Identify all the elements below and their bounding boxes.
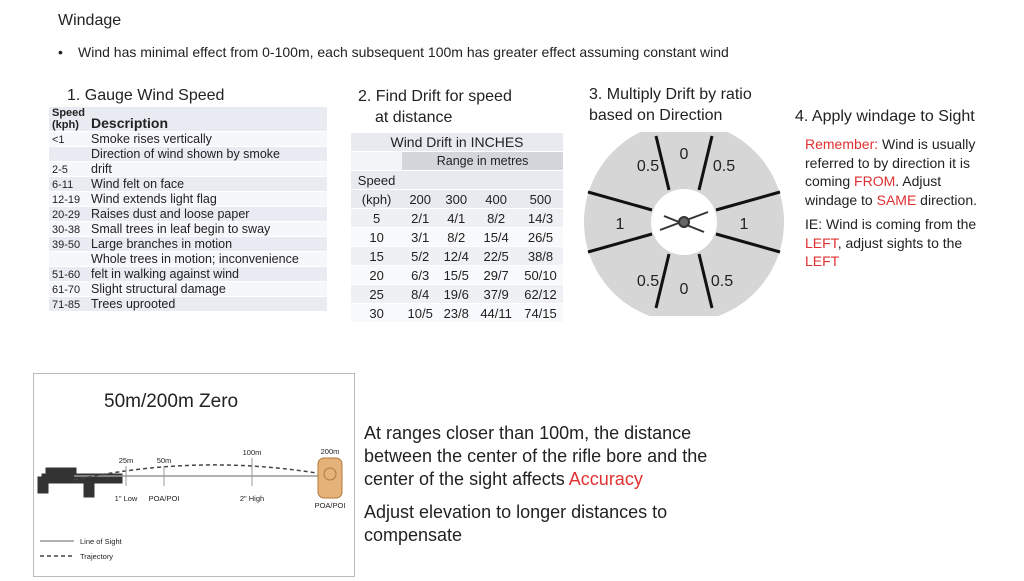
table-row: 51-60 felt in walking against wind <box>49 267 327 282</box>
drift-table-title: Wind Drift in INCHES <box>351 133 563 152</box>
table-row: 5 2/1 4/1 8/2 14/3 <box>351 209 563 228</box>
distance-25m: 25m <box>118 456 134 465</box>
zero-diagram-title: 50m/200m Zero <box>104 391 239 412</box>
bullet-dot: • <box>58 44 63 60</box>
drift-range-row <box>351 152 563 171</box>
wind-header-speed: Speed (kph) <box>49 107 88 132</box>
table-row: 39-50 Large branches in motion <box>49 237 327 252</box>
drift-range-label: Range in metres <box>402 152 563 171</box>
intro-bullet-text: Wind has minimal effect from 0-100m, each subsequent 100m has greater effect assuming constant wind <box>78 44 729 60</box>
table-row: 30 10/5 23/8 44/11 74/15 <box>351 304 563 323</box>
label-poa-poi-2: POA/POI <box>314 501 346 510</box>
distance-50m: 50m <box>156 456 172 465</box>
step-4-heading: 4. Apply windage to Sight <box>795 108 975 125</box>
dial-label-right: 1 <box>739 216 749 233</box>
drift-header-row: Speed <box>351 171 563 190</box>
step-2-line-1: 2. Find Drift for speed <box>358 88 512 105</box>
distance-100m: 100m <box>242 448 262 457</box>
step-2-line-2: at distance <box>375 109 453 126</box>
table-row: 2-5 drift <box>49 162 327 177</box>
wind-table-header <box>49 107 327 132</box>
dial-label-bottom: 0 <box>679 281 689 298</box>
table-row: 10 3/1 8/2 15/4 26/5 <box>351 228 563 247</box>
dial-label-upper-left: 0.5 <box>636 158 660 175</box>
step-3-line-1: 3. Multiply Drift by ratio <box>589 86 752 103</box>
zero-diagram <box>33 373 355 577</box>
wind-drift-table <box>351 133 563 323</box>
elevation-paragraph: Adjust elevation to longer distances to compensate <box>364 502 668 545</box>
example-paragraph: IE: Wind is coming from the LEFT, adjust sights to the LEFT <box>805 216 977 269</box>
target-icon <box>318 458 342 498</box>
table-row: 71-85 Trees uprooted <box>49 297 327 312</box>
label-1-low: 1" Low <box>114 494 138 503</box>
accuracy-paragraph: At ranges closer than 100m, the distance between the center of the rifle bore and the center of the sight affects Accuracy <box>364 423 708 489</box>
dial-label-left: 1 <box>615 216 625 233</box>
drift-table-title-row <box>351 133 563 152</box>
table-row: 30-38 Small trees in leaf begin to sway <box>49 222 327 237</box>
step-3-heading <box>589 84 752 126</box>
table-row: 15 5/2 12/4 22/5 38/8 <box>351 247 563 266</box>
dial-label-lower-right: 0.5 <box>710 273 734 290</box>
distance-200m: 200m <box>320 447 340 456</box>
dial-label-upper-right: 0.5 <box>712 158 736 175</box>
table-row: 25 8/4 19/6 37/9 62/12 <box>351 285 563 304</box>
step-3-line-2: based on Direction <box>589 107 723 124</box>
step-1-heading: 1. Gauge Wind Speed <box>67 87 225 104</box>
wind-speed-table <box>49 107 327 312</box>
table-row: 20 6/3 15/5 29/7 50/10 <box>351 266 563 285</box>
table-row: 20-29 Raises dust and loose paper <box>49 207 327 222</box>
table-row: 61-70 Slight structural damage <box>49 282 327 297</box>
dial-label-lower-left: 0.5 <box>636 273 660 290</box>
legend-line-of-sight: Line of Sight <box>80 537 122 546</box>
remember-note <box>805 135 995 271</box>
label-poa-poi-1: POA/POI <box>148 494 180 503</box>
table-row: Direction of wind shown by smoke <box>49 147 327 162</box>
intro-bullet <box>58 44 729 60</box>
dial-label-top: 0 <box>679 146 689 163</box>
page-title: Windage <box>58 12 122 29</box>
remember-paragraph: Remember: Wind is usually referred to by direction it is coming FROM. Adjust windage to SAME direction. <box>805 136 977 208</box>
label-2-high: 2" High <box>239 494 265 503</box>
step-2-heading <box>358 86 512 128</box>
legend-trajectory: Trajectory <box>80 552 114 561</box>
wind-direction-dial <box>582 132 786 316</box>
table-row: 12-19 Wind extends light flag <box>49 192 327 207</box>
table-row: <1 Smoke rises vertically <box>49 132 327 147</box>
table-row: Whole trees in motion; inconvenience <box>49 252 327 267</box>
wind-header-description: Description <box>88 107 327 132</box>
table-row: 6-11 Wind felt on face <box>49 177 327 192</box>
rifle-icon <box>38 468 122 497</box>
drift-header-row-2: (kph) 200 300 400 500 <box>351 190 563 209</box>
